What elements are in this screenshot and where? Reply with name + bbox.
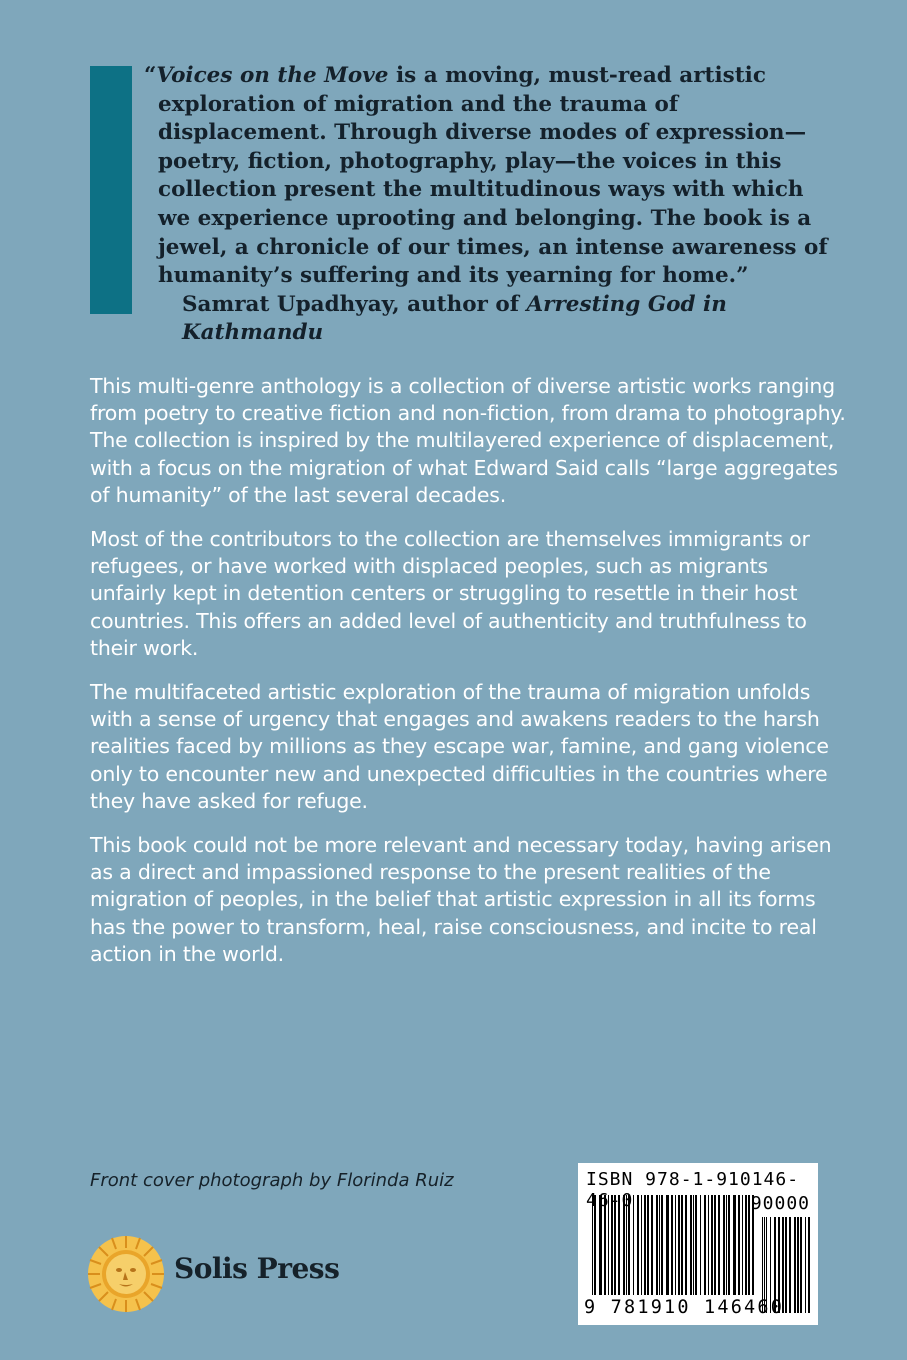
quote-line: humanity’s suffering and its yearning for home.”: [158, 263, 749, 289]
publisher-name: Solis Press: [174, 1252, 340, 1285]
attribution-author: Samrat Upadhyay, author of: [182, 291, 527, 317]
attribution-book-title: Arresting God in Kathmandu: [182, 291, 727, 346]
endorsement-quote: [142, 62, 862, 348]
quote-line: jewel, a chronicle of our times, an intense awareness of: [158, 234, 828, 260]
quote-line: displacement. Through diverse modes of expression—: [158, 120, 807, 146]
description-paragraph-2: Most of the contributors to the collection are themselves immigrants or refugees, or have worked with displaced peoples, such as migrants unfairly kept in detention centers or struggling to resettle in their host countries. This offers an added level of authenticity and truthfulness to their work.: [90, 527, 810, 660]
quote-line: exploration of migration and the trauma of: [158, 91, 679, 117]
quote-line: we experience uprooting and belonging. The book is a: [158, 205, 812, 231]
barcode-addon-bar: [805, 1217, 806, 1313]
quote-line-1: [142, 62, 862, 91]
quote-line: poetry, fiction, photography, play—the voices in this: [158, 148, 782, 174]
book-description: [90, 373, 850, 985]
quote-accent-bar: [90, 66, 132, 314]
quote-open-mark: “: [144, 63, 157, 88]
barcode-addon-bar: [785, 1217, 787, 1313]
barcode-addon-bar: [808, 1217, 810, 1313]
description-paragraph-3: The multifaceted artistic exploration of the trauma of migration unfolds with a sense of urgency that engages and awakens readers to the harsh realities faced by millions as they escape war, famine, and gang violence only to encounter new and unexpected difficulties in the countries where they have asked for refuge.: [90, 680, 829, 813]
description-paragraph-4: This book could not be more relevant and necessary today, having arisen as a direct and impassioned response to the present realities of the migration of peoples, in the belief that artistic expression in all its forms has the power to transform, heal, raise consciousness, and incite to real action in the world.: [90, 833, 832, 966]
price-code: 90000: [750, 1193, 810, 1214]
sun-face-icon: [86, 1234, 166, 1314]
quote-line-1-rest: is a moving, must-read artistic: [388, 63, 766, 88]
barcode-addon-bar: [800, 1217, 802, 1313]
photo-credit: Front cover photograph by Florinda Ruiz: [90, 1170, 454, 1191]
isbn-text: ISBN 978-1-910146-46-0: [586, 1169, 800, 1211]
description-paragraph-1: This multi-genre anthology is a collection of diverse artistic works ranging from poetry to creative fiction and non-fiction, from drama to photography. The collection is inspired by the multilayered experience of displacement, with a focus on the migration of what Edward Said calls “large aggregates of humanity” of the last several decades.: [90, 374, 846, 507]
barcode-addon-bar: [797, 1217, 799, 1313]
quote-book-title: Voices on the Move: [156, 63, 389, 88]
quote-line: collection present the multitudinous ways with which: [158, 177, 804, 203]
barcode-addon-bar: [794, 1217, 796, 1313]
ean-digits: 9 781910 146460: [584, 1297, 785, 1318]
quote-attribution: [142, 291, 862, 348]
isbn-barcode: [578, 1163, 818, 1325]
barcode-addon-bar: [789, 1217, 791, 1313]
